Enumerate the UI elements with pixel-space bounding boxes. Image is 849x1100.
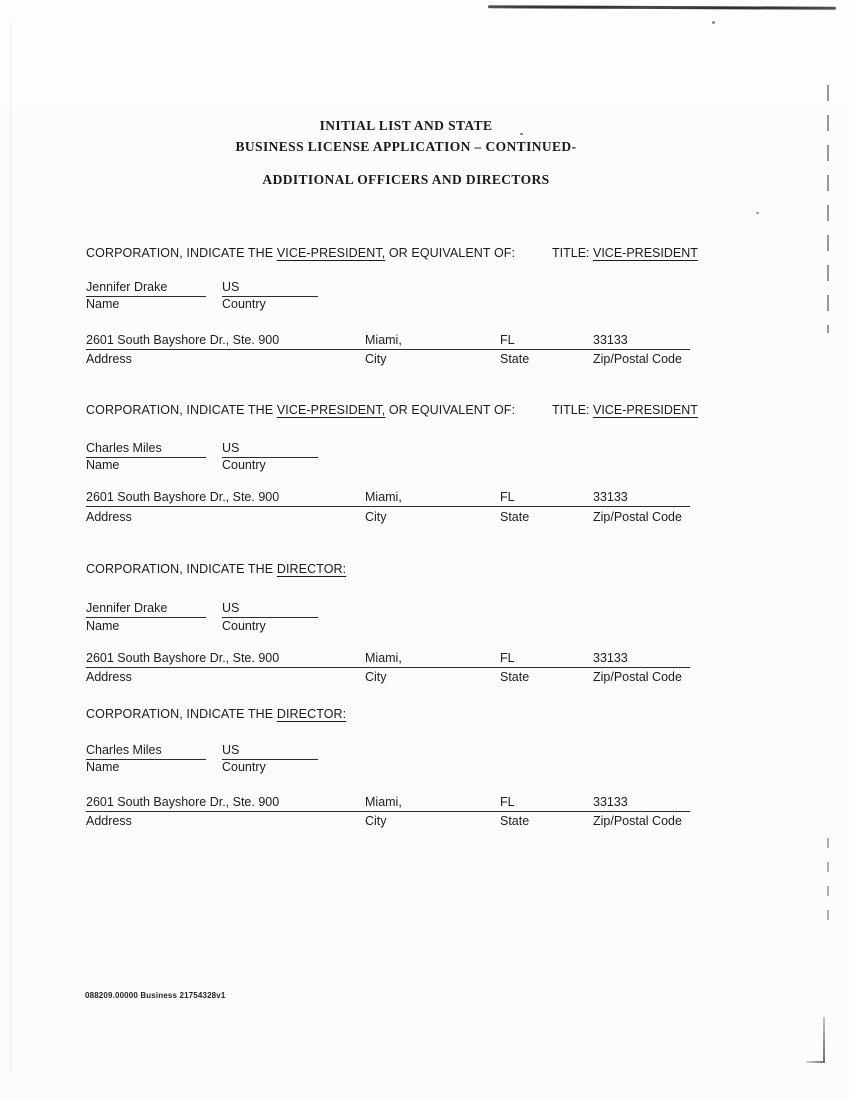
scan-artifact-dot <box>756 212 759 214</box>
heading-text: CORPORATION, INDICATE THE <box>86 403 277 417</box>
state-value: FL <box>500 490 515 504</box>
country-label: Country <box>222 619 266 633</box>
scan-artifact-corner-mark <box>823 1017 825 1063</box>
name-value: Jennifer Drake <box>86 601 206 618</box>
title-value: VICE-PRESIDENT <box>593 246 698 260</box>
scan-artifact-right-edge-line <box>827 85 829 333</box>
scan-artifact-top-line <box>488 5 836 10</box>
document-title-line-1: INITIAL LIST AND STATE <box>319 118 493 133</box>
heading-text: CORPORATION, INDICATE THE <box>86 562 277 576</box>
city-label: City <box>365 814 387 828</box>
name-value: Jennifer Drake <box>86 280 206 297</box>
address-row <box>86 333 690 350</box>
address-labels <box>0 670 849 685</box>
name-label: Name <box>86 760 120 774</box>
heading-underlined-role: DIRECTOR: <box>276 707 347 721</box>
state-value: FL <box>500 651 515 665</box>
state-label: State <box>500 510 530 524</box>
address-value: 2601 South Bayshore Dr., Ste. 900 <box>86 651 280 665</box>
address-label: Address <box>86 814 132 828</box>
name-country-labels <box>0 297 849 312</box>
name-value: Charles Miles <box>86 441 206 458</box>
title-field <box>552 403 698 417</box>
address-row <box>86 490 690 507</box>
heading-underlined-role: DIRECTOR: <box>276 562 347 576</box>
name-label: Name <box>86 297 120 311</box>
scan-artifact-dot <box>712 21 715 24</box>
zip-label: Zip/Postal Code <box>593 510 682 524</box>
heading-underlined-role: VICE-PRESIDENT, <box>276 403 386 417</box>
name-label: Name <box>86 458 120 472</box>
section-heading <box>86 707 346 721</box>
heading-text: OR EQUIVALENT OF: <box>385 403 516 417</box>
document-control-number: 088209.00000 Business 21754328v1 <box>85 991 226 1000</box>
address-label: Address <box>86 670 132 684</box>
country-label: Country <box>222 760 266 774</box>
name-country-labels <box>0 619 849 634</box>
city-value: Miami, <box>365 651 402 665</box>
city-value: Miami, <box>365 795 402 809</box>
address-value: 2601 South Bayshore Dr., Ste. 900 <box>86 795 280 809</box>
zip-label: Zip/Postal Code <box>593 814 682 828</box>
address-row <box>86 651 690 668</box>
section-heading <box>86 246 515 260</box>
address-labels <box>0 510 849 525</box>
title-field <box>552 246 698 260</box>
address-label: Address <box>86 352 132 366</box>
city-label: City <box>365 670 387 684</box>
city-label: City <box>365 352 387 366</box>
state-label: State <box>500 352 530 366</box>
heading-text: OR EQUIVALENT OF: <box>385 246 516 260</box>
heading-underlined-role: VICE-PRESIDENT, <box>276 246 386 260</box>
name-label: Name <box>86 619 120 633</box>
zip-value: 33133 <box>593 490 628 504</box>
city-label: City <box>365 510 387 524</box>
country-value: US <box>222 743 318 760</box>
address-row <box>86 795 690 812</box>
state-value: FL <box>500 795 515 809</box>
scan-artifact-corner-mark <box>806 1061 825 1063</box>
state-label: State <box>500 814 530 828</box>
address-label: Address <box>86 510 132 524</box>
name-country-row <box>86 441 406 457</box>
country-label: Country <box>222 297 266 311</box>
title-label: TITLE: <box>552 246 590 260</box>
name-value: Charles Miles <box>86 743 206 760</box>
document-title-line-2: BUSINESS LICENSE APPLICATION – CONTINUED- <box>235 139 577 154</box>
address-labels <box>0 352 849 367</box>
address-labels <box>0 814 849 829</box>
name-country-labels <box>0 458 849 473</box>
heading-text: CORPORATION, INDICATE THE <box>86 246 277 260</box>
title-value: VICE-PRESIDENT <box>593 403 698 417</box>
name-country-labels <box>0 760 849 775</box>
zip-value: 33133 <box>593 795 628 809</box>
section-heading <box>86 562 346 576</box>
country-value: US <box>222 601 318 618</box>
scan-artifact-left-edge-line <box>10 20 11 1075</box>
scan-artifact-right-edge-line <box>827 838 829 923</box>
zip-label: Zip/Postal Code <box>593 352 682 366</box>
address-value: 2601 South Bayshore Dr., Ste. 900 <box>86 490 280 504</box>
name-country-row <box>86 601 406 617</box>
state-value: FL <box>500 333 515 347</box>
section-heading <box>86 403 515 417</box>
state-label: State <box>500 670 530 684</box>
document-title-line-3: ADDITIONAL OFFICERS AND DIRECTORS <box>262 172 550 187</box>
country-label: Country <box>222 458 266 472</box>
zip-label: Zip/Postal Code <box>593 670 682 684</box>
address-value: 2601 South Bayshore Dr., Ste. 900 <box>86 333 280 347</box>
zip-value: 33133 <box>593 333 628 347</box>
name-country-row <box>86 280 406 296</box>
zip-value: 33133 <box>593 651 628 665</box>
name-country-row <box>86 743 406 759</box>
city-value: Miami, <box>365 333 402 347</box>
title-label: TITLE: <box>552 403 590 417</box>
country-value: US <box>222 441 318 458</box>
country-value: US <box>222 280 318 297</box>
city-value: Miami, <box>365 490 402 504</box>
heading-text: CORPORATION, INDICATE THE <box>86 707 277 721</box>
